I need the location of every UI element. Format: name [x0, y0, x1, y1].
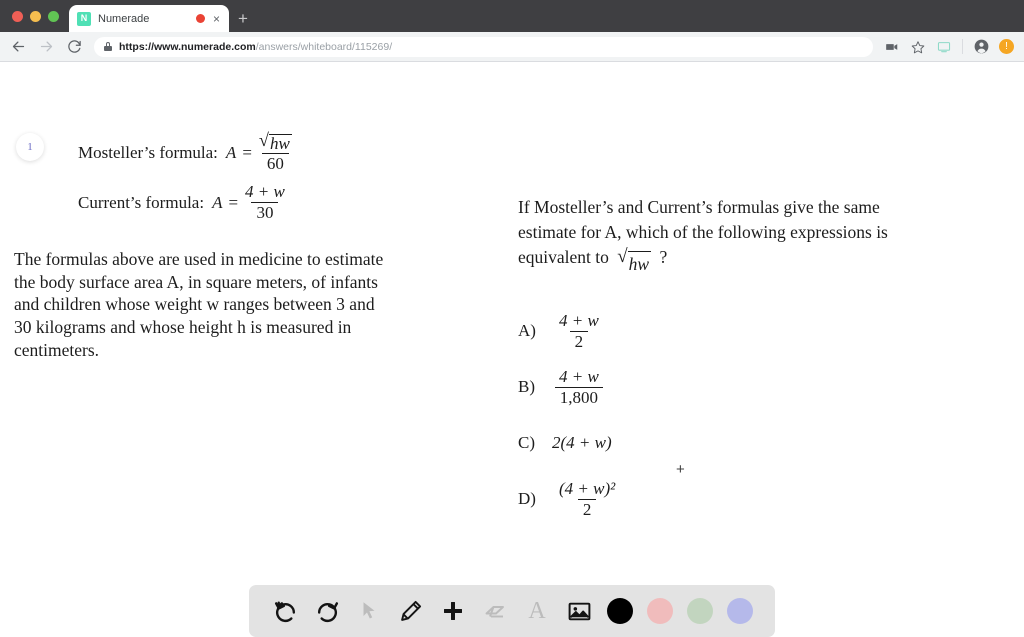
question-text — [518, 195, 978, 277]
choice-fraction — [554, 312, 604, 351]
question-line-1: If Mosteller’s and Current’s formulas give the same — [518, 197, 880, 217]
current-denominator: 30 — [251, 202, 278, 222]
browser-toolbar — [0, 32, 1024, 62]
current-formula — [14, 183, 484, 222]
current-equals: = — [228, 192, 239, 212]
color-pink-swatch[interactable] — [647, 598, 673, 624]
new-tab-button[interactable]: + — [238, 9, 248, 28]
text-icon[interactable]: A — [528, 598, 546, 624]
close-tab-icon[interactable]: × — [212, 11, 220, 26]
choice-letter: D) — [518, 489, 536, 509]
choice-numerator: 4 + w — [559, 366, 599, 386]
drawing-toolbar — [249, 585, 775, 637]
problem-body-text — [14, 248, 484, 362]
mosteller-radicand: hw — [269, 133, 290, 153]
url-path: /answers/whiteboard/115269/ — [255, 40, 393, 53]
color-green-swatch[interactable] — [687, 598, 713, 624]
profile-avatar-icon[interactable] — [973, 39, 989, 55]
question-line-3-prefix: equivalent to — [518, 247, 609, 268]
close-window-button[interactable] — [12, 11, 23, 22]
cast-icon[interactable] — [936, 39, 952, 55]
undo-icon[interactable] — [271, 597, 299, 625]
whiteboard-canvas[interactable] — [0, 62, 1024, 584]
current-variable: A — [212, 192, 223, 212]
mosteller-numerator — [254, 132, 297, 153]
page-content — [0, 62, 1024, 624]
image-icon[interactable] — [565, 597, 593, 625]
mosteller-equals: = — [242, 142, 252, 162]
crosshair-cursor-marker: + — [676, 461, 685, 478]
tab-strip — [0, 0, 1024, 32]
browser-tab[interactable] — [69, 5, 229, 32]
numerade-favicon: N — [77, 12, 91, 26]
radical-icon: √ — [258, 130, 269, 150]
forward-button — [38, 38, 55, 55]
tab-title: Numerade — [98, 12, 150, 25]
answer-choice-c[interactable] — [518, 415, 978, 471]
choice-letter: C) — [518, 433, 535, 453]
address-bar[interactable] — [94, 37, 873, 57]
lock-icon — [104, 42, 112, 51]
page-number-badge[interactable]: 1 — [16, 133, 44, 161]
choice-fraction — [554, 368, 604, 407]
window-controls — [8, 0, 69, 32]
question-line-3 — [518, 245, 978, 277]
choice-fraction — [554, 480, 620, 519]
choice-expression: 2(4 + w) — [552, 433, 612, 453]
answer-choice-d[interactable] — [518, 471, 978, 527]
question-line-2: estimate for A, which of the following expressions is — [518, 222, 888, 243]
mosteller-fraction — [254, 132, 297, 173]
current-numerator: 4 + w — [245, 182, 285, 202]
body-line: the body surface area A, in square meters, of infants — [14, 271, 378, 292]
mosteller-formula-label: Mosteller’s formula: — [78, 142, 218, 162]
question-radicand: hw — [628, 251, 651, 277]
choice-denominator: 2 — [578, 499, 597, 519]
redo-icon[interactable] — [313, 597, 341, 625]
choice-numerator: 4 + w — [559, 310, 599, 330]
back-button[interactable] — [10, 38, 27, 55]
reload-button[interactable] — [66, 38, 83, 55]
mosteller-denominator: 60 — [262, 153, 289, 173]
answer-choice-a[interactable] — [518, 303, 978, 359]
update-icon[interactable]: ! — [999, 39, 1014, 54]
body-line: 30 kilograms and whose height h is measured in — [14, 317, 352, 338]
choice-denominator: 2 — [570, 331, 589, 351]
answer-choice-b[interactable] — [518, 359, 978, 415]
minimize-window-button[interactable] — [30, 11, 41, 22]
eraser-icon[interactable] — [481, 597, 509, 625]
question-column — [518, 195, 978, 527]
color-periwinkle-swatch[interactable] — [727, 598, 753, 624]
mosteller-formula — [14, 132, 484, 173]
answer-choices — [518, 303, 978, 527]
recording-dot-icon — [196, 14, 205, 23]
video-camera-icon[interactable] — [884, 39, 900, 55]
question-mark: ? — [659, 247, 668, 268]
mosteller-variable: A — [225, 142, 237, 162]
maximize-window-button[interactable] — [48, 11, 59, 22]
problem-statement-column — [14, 132, 484, 362]
toolbar-actions — [884, 39, 1014, 55]
current-fraction — [240, 183, 290, 222]
body-line: and children whose weight w ranges between 3 and — [14, 294, 375, 315]
star-icon[interactable] — [910, 39, 926, 55]
choice-numerator: (4 + w)² — [559, 478, 616, 498]
body-line: centimeters. — [14, 339, 100, 360]
choice-denominator: 1,800 — [555, 387, 603, 407]
plus-icon[interactable] — [439, 597, 467, 625]
cursor-icon[interactable] — [355, 597, 383, 625]
choice-letter: B) — [518, 377, 535, 397]
radical-icon: √ — [617, 246, 628, 268]
current-formula-label: Current’s formula: — [78, 192, 205, 212]
choice-letter: A) — [518, 321, 536, 341]
url-domain: https://www.numerade.com — [119, 40, 256, 53]
pencil-icon[interactable] — [397, 597, 425, 625]
toolbar-divider — [962, 39, 963, 54]
color-black-swatch[interactable] — [607, 598, 633, 624]
body-line: The formulas above are used in medicine to estimate — [14, 248, 384, 269]
